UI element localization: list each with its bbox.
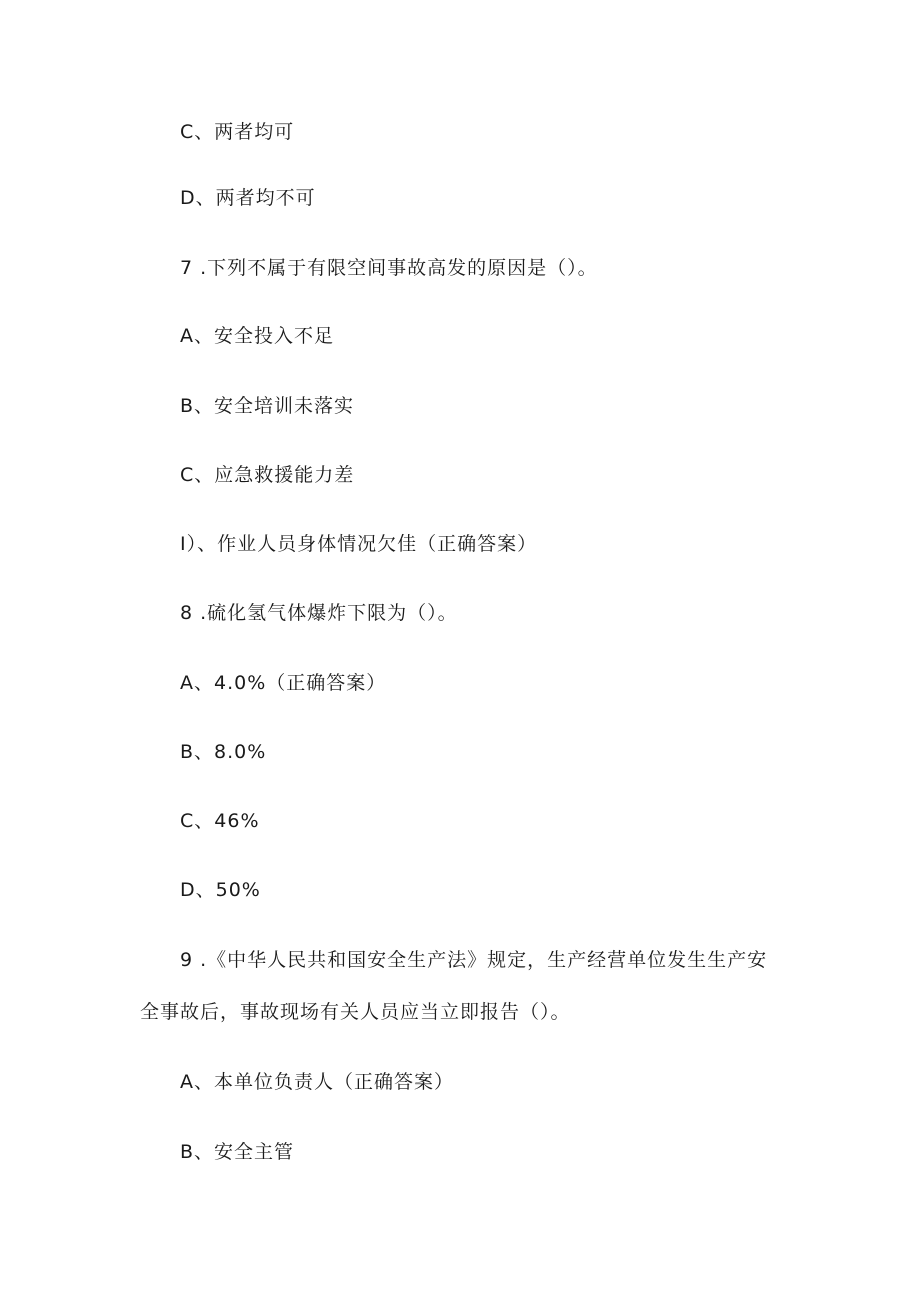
option-9b: B、安全主管 xyxy=(180,1141,295,1163)
question-8: 8 .硫化氢气体爆炸下限为（）。 xyxy=(180,602,458,624)
option-6c: C、两者均可 xyxy=(180,121,295,143)
option-7d: I）、作业人员身体情况欠佳（正确答案） xyxy=(180,533,538,555)
option-7b: B、安全培训未落实 xyxy=(180,395,355,417)
option-7a: A、安全投入不足 xyxy=(180,325,334,347)
question-9-line1: 9 .《中华人民共和国安全生产法》规定，生产经营单位发生生产安 xyxy=(180,949,768,971)
option-8c: C、46% xyxy=(180,810,260,832)
option-8a: A、4.0%（正确答案） xyxy=(180,672,387,694)
option-8d: D、50% xyxy=(180,879,261,901)
question-9-line2: 全事故后，事故现场有关人员应当立即报告（）。 xyxy=(140,1001,571,1023)
option-8b: B、8.0% xyxy=(180,741,267,763)
question-7: 7 .下列不属于有限空间事故高发的原因是（）。 xyxy=(180,257,598,279)
option-9a: A、本单位负责人（正确答案） xyxy=(180,1071,454,1093)
option-7c: C、应急救援能力差 xyxy=(180,464,355,486)
option-6d: D、两者均不可 xyxy=(180,187,316,209)
